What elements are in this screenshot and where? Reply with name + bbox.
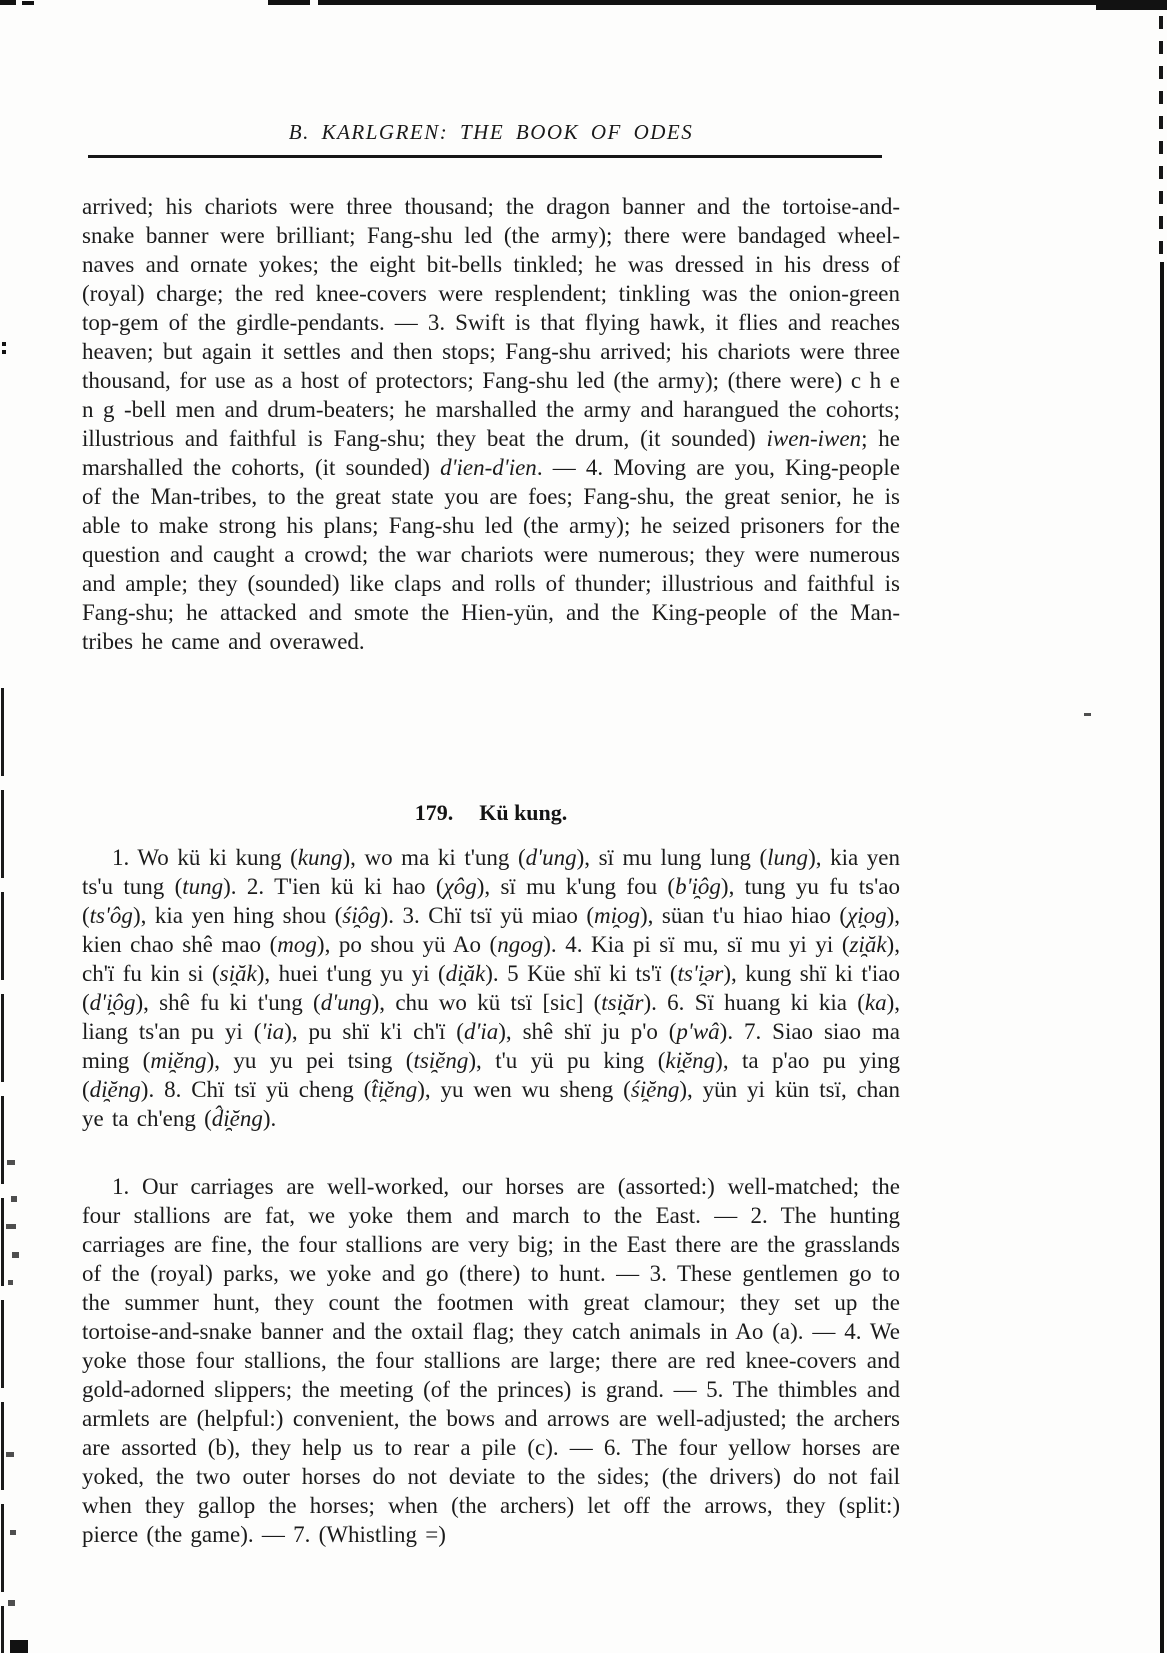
phonetic-transcription: ngog <box>497 932 544 957</box>
scan-artifact-speck <box>6 1452 14 1457</box>
text-segment: ), kia yen ts'u tung ( <box>82 845 900 899</box>
text-segment: ), tung yu fu ts'ao ( <box>82 874 900 928</box>
scan-artifact-top-dash-2 <box>22 1 34 5</box>
scan-artifact-speck <box>1084 713 1091 716</box>
text-segment: ), yu yu pei tsing ( <box>206 1048 414 1073</box>
text-segment: ), ta p'ao pu ying ( <box>82 1048 900 1102</box>
phonetic-transcription: śi̯ĕng <box>630 1077 680 1102</box>
phonetic-transcription: d'i̯ôg <box>89 990 136 1015</box>
scan-artifact-speck <box>6 1224 16 1229</box>
phonetic-transcription: śi̯ôg <box>342 903 381 928</box>
text-segment: ), sï mu k'ung fou ( <box>476 874 676 899</box>
phonetic-transcription: lung <box>767 845 809 870</box>
text-segment: ), wo ma ki t'ung ( <box>342 845 526 870</box>
scan-artifact-bottom-left-blob <box>10 1640 28 1653</box>
phonetic-transcription: ka <box>864 990 887 1015</box>
phonetic-transcription: χi̯og <box>847 903 887 928</box>
phonetic-transcription: si̯ăk <box>219 961 257 986</box>
text-segment: ). 6. Sï huang ki kia ( <box>643 990 865 1015</box>
scan-artifact-speck <box>11 1196 17 1202</box>
phonetic-transcription: tsi̯ĕng <box>413 1048 469 1073</box>
scan-artifact-top-dash-1 <box>0 0 16 5</box>
text-segment: ), kung shï ki t'iao ( <box>82 961 900 1015</box>
text-segment: ), pu shï k'i ch'ï ( <box>284 1019 464 1044</box>
text-segment: arrived; his chariots were three thousand; the dragon banner and the tortoise-and-snake banner were brilliant; Fang-shu led (the army); there were bandaged wheel-naves and ornate yokes; the eight bit-bells tinkled; he was dressed in his dress of (royal) charge; the red knee-covers were resplendent; tinkling was the onion-green top-gem of the girdle-pendants. — 3. Swift is that flying hawk, it flies and reaches heaven; but again it settles and then stops; Fang-shu arrived; his chariots were three thousand, for use as a host of protectors; Fang-shu led (the army); (there were) c h e n g -bell men and drum-beaters; he marshalled the army and harangued the cohorts; illustrious and faithful is Fang-shu; they beat the drum, (it sounded) <box>82 194 900 451</box>
phonetic-transcription: d'ung <box>525 845 577 870</box>
phonetic-transcription: d'ung <box>320 990 372 1015</box>
phonetic-transcription: d'ia <box>463 1019 499 1044</box>
text-segment: . — 4. Moving are you, King-people of the Man-tribes, to the great state you are foes; Fang-shu, the great senior, he is able to make strong his plans; Fang-shu led (the army); he seized prisoners for the question and caught a crowd; the war chariots were numerous; they were numerous and ample; they (sounded) like claps and rolls of thunder; illustrious and faithful is Fang-shu; he attacked and smote the Hien-yün, and the King-people of the Man-tribes he came and overawed. <box>82 455 900 654</box>
text-segment: ). 5 Küe shï ki ts'ï ( <box>485 961 678 986</box>
text-segment: ), shê fu ki t'ung ( <box>135 990 321 1015</box>
phonetic-transcription: mog <box>277 932 317 957</box>
scan-artifact-left-edge-line <box>1 688 4 1653</box>
text-segment: ). 8. Chï tsï yü cheng ( <box>140 1077 372 1102</box>
phonetic-transcription: d'ien-d'ien <box>440 455 537 480</box>
phonetic-transcription: ts'i̯ər <box>677 961 724 986</box>
ode-title: Kü kung. <box>479 800 568 825</box>
scan-artifact-speck <box>7 1160 15 1165</box>
phonetic-transcription: mi̯ĕng <box>150 1048 207 1073</box>
ode-number: 179. <box>414 800 454 825</box>
running-head <box>82 120 900 145</box>
phonetic-transcription: kung <box>297 845 343 870</box>
text-segment: ), sï mu lung lung ( <box>576 845 768 870</box>
phonetic-transcription: χôg <box>443 874 477 899</box>
text-segment: ), kien chao shê mao ( <box>82 903 900 957</box>
header-rule <box>88 155 882 158</box>
scan-artifact-left-colon-top <box>2 342 6 346</box>
scan-artifact-right-edge-dashed <box>1159 16 1163 264</box>
text-segment: ; he marshalled the cohorts, (it sounded) <box>82 426 900 480</box>
text-segment: ), kia yen hing shou ( <box>132 903 343 928</box>
scan-artifact-speck <box>12 1252 19 1258</box>
phonetic-transcription: b'i̯ôg <box>675 874 721 899</box>
text-segment: ). <box>262 1106 277 1131</box>
phonetic-transcription: iwen-iwen <box>766 426 862 451</box>
phonetic-transcription: t̂i̯ĕng <box>371 1077 418 1102</box>
scan-artifact-top-line <box>318 0 1167 5</box>
ode-179-heading <box>82 800 900 826</box>
text-segment: ). 7. Siao siao ma ming ( <box>82 1019 901 1073</box>
text-segment: ), yu wen wu sheng ( <box>417 1077 631 1102</box>
scan-artifact-right-edge-line <box>1160 262 1164 1653</box>
text-segment: ), t'u yü pu king ( <box>468 1048 666 1073</box>
text-segment: ), ch'ï fu kin si ( <box>82 932 900 986</box>
phonetic-transcription: ts'ôg <box>89 903 133 928</box>
ode-179-translation-paragraph <box>82 1172 900 1549</box>
phonetic-transcription: di̯ăk <box>445 961 486 986</box>
phonetic-transcription: tung <box>182 874 224 899</box>
text-segment: 1. Wo kü ki kung ( <box>112 845 298 870</box>
phonetic-transcription: p'wâ <box>676 1019 720 1044</box>
text-segment: ), yün yi kün tsï, chan ye ta ch'eng ( <box>82 1077 900 1131</box>
scan-artifact-top-dash-3 <box>268 0 310 5</box>
scan-artifact-speck <box>8 1600 15 1606</box>
text-segment: 1. Our carriages are well-worked, our horses are (assorted:) well-matched; the four stallions are fat, we yoke them and march to the East. — 2. The hunting carriages are fine, the four stallions are very big; in the East there are the grasslands of the (royal) parks, we yoke and go (there) to hunt. — 3. These gentlemen go to the summer hunt, they count the footmen with great clamour; they set up the tortoise-and-snake banner and the oxtail flag; they catch animals in Ao (a). — 4. We yoke those four stallions, the four stallions are large; there are red knee-covers and gold-adorned slippers; the meeting (of the princes) is grand. — 5. The thimbles and armlets are (helpful:) convenient, the bows and arrows are well-adjusted; the archers are assorted (b), they help us to rear a pile (c). — 6. The four yellow horses are yoked, the two outer horses do not deviate to the sides; (the drivers) do not fail when they gallop the horses; when (the archers) let off the arrows, they (split:) pierce (the game). — 7. (Whistling =) <box>82 1174 900 1547</box>
text-segment: ), po shou yü Ao ( <box>316 932 498 957</box>
scan-artifact-top-right-blob <box>1096 0 1167 10</box>
text-segment: ). 4. Kia pi sï mu, sï mu yi yi ( <box>543 932 850 957</box>
text-segment: ), huei t'ung yu yi ( <box>256 961 446 986</box>
text-segment: ). 2. T'ien kü ki hao ( <box>223 874 444 899</box>
phonetic-transcription: tsi̯ăr <box>601 990 644 1015</box>
ode-178-translation-paragraph <box>82 192 900 656</box>
phonetic-transcription: zi̯ăk <box>849 932 887 957</box>
scan-artifact-speck <box>8 1280 13 1285</box>
text-segment: ), chu wo kü tsï [sic] ( <box>371 990 602 1015</box>
text-segment: ). 3. Chï tsï yü miao ( <box>380 903 594 928</box>
scan-artifact-speck <box>10 1530 16 1535</box>
phonetic-transcription: 'ia <box>261 1019 285 1044</box>
running-head-title: B. KARLGREN: THE BOOK OF ODES <box>288 120 694 144</box>
phonetic-transcription: mi̯og <box>594 903 640 928</box>
phonetic-transcription: di̯ĕng <box>89 1077 141 1102</box>
text-segment: ), süan t'u hiao hiao ( <box>640 903 848 928</box>
text-segment: ), liang ts'an pu yi ( <box>82 990 900 1044</box>
phonetic-transcription: ki̯ĕng <box>665 1048 716 1073</box>
ode-179-transcription-paragraph <box>82 843 900 1133</box>
scan-artifact-left-colon-bottom <box>2 350 6 354</box>
text-segment: ), shê shï ju p'o ( <box>498 1019 677 1044</box>
phonetic-transcription: d̂i̯ĕng <box>211 1106 263 1131</box>
